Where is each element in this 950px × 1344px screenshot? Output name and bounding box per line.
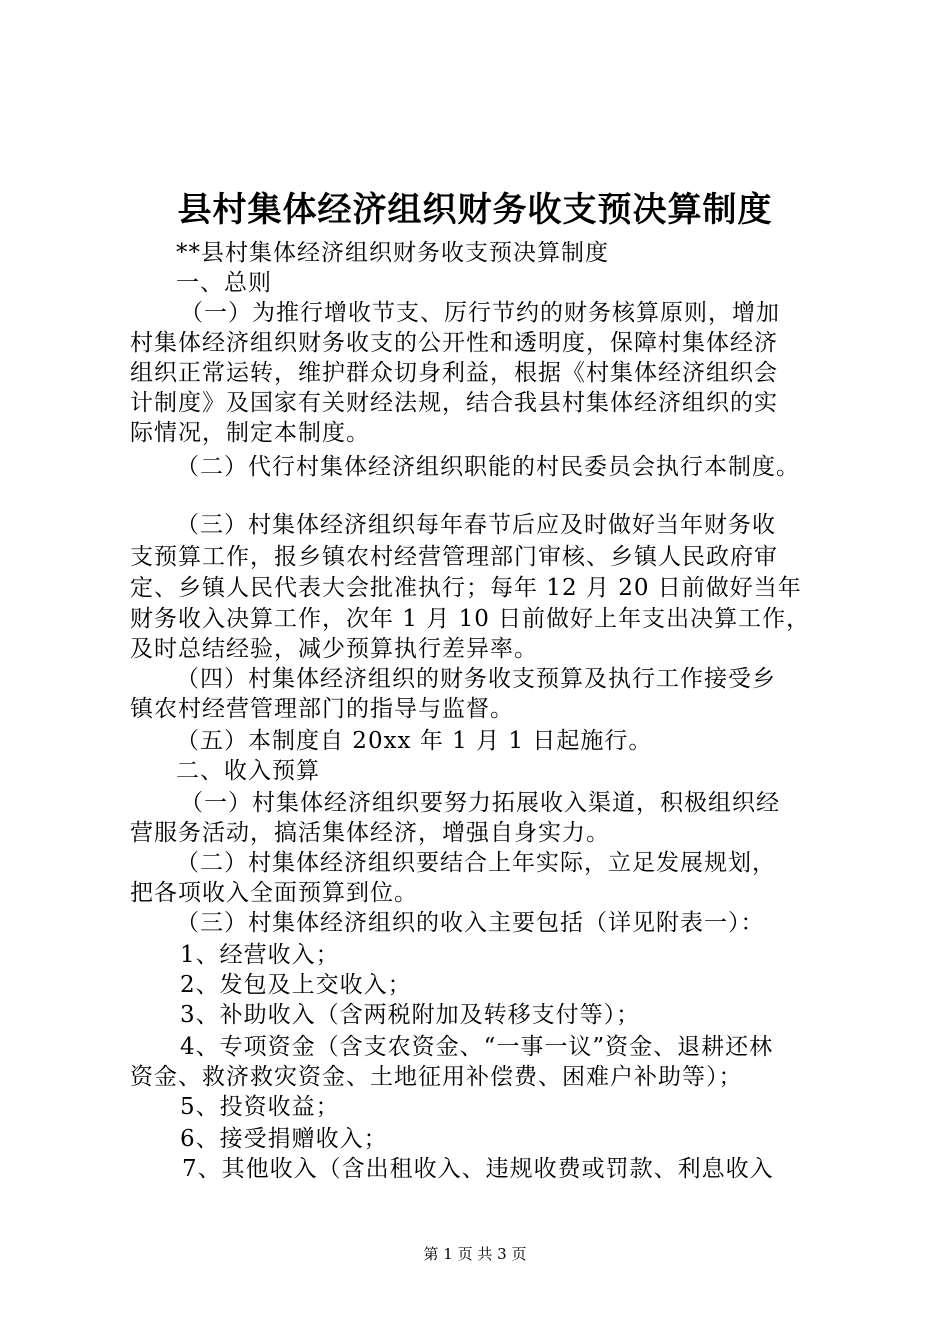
body-line: 资金、救济救灾资金、土地征用补偿费、困难户补助等）； <box>130 1064 743 1090</box>
body-line: 村集体经济组织财务收支的公开性和透明度，保障村集体经济 <box>130 330 778 356</box>
body-line: 6、接受捐赠收入； <box>180 1126 388 1152</box>
body-line: 营服务活动，搞活集体经济，增强自身实力。 <box>130 820 610 846</box>
body-line: 2、发包及上交收入； <box>180 972 412 998</box>
body-line: （二）村集体经济组织要结合上年实际，立足发展规划， <box>176 850 776 876</box>
body-line: **县村集体经济组织财务收支预决算制度 <box>176 240 609 266</box>
body-line: 把各项收入全面预算到位。 <box>130 880 418 906</box>
body-line: 1、经营收入； <box>180 942 340 968</box>
body-line: 支预算工作，报乡镇农村经营管理部门审核、乡镇人民政府审 <box>130 544 778 570</box>
body-line: （四）村集体经济组织的财务收支预算及执行工作接受乡 <box>176 666 776 692</box>
body-line: 及时总结经验，减少预算执行差异率。 <box>130 636 538 662</box>
body-line: （二）代行村集体经济组织职能的村民委员会执行本制度。 <box>176 454 800 480</box>
body-line: 财务收入决算工作，次年 1 月 10 日前做好上年支出决算工作， <box>130 606 811 632</box>
document-title: 县村集体经济组织财务收支预决算制度 <box>177 190 773 230</box>
body-line: （三）村集体经济组织每年春节后应及时做好当年财务收 <box>176 512 776 538</box>
body-line: 际情况，制定本制度。 <box>130 420 370 446</box>
body-line: （一）为推行增收节支、厉行节约的财务核算原则，增加 <box>180 300 780 326</box>
body-line: 定、乡镇人民代表大会批准执行；每年 12 月 20 日前做好当年 <box>130 575 802 601</box>
page-footer: 第 1 页 共 3 页 <box>423 1245 527 1263</box>
body-line: 5、投资收益； <box>180 1094 340 1120</box>
body-line: （三）村集体经济组织的收入主要包括（详见附表一）： <box>176 910 765 936</box>
body-line: 镇农村经营管理部门的指导与监督。 <box>130 696 514 722</box>
body-line: 组织正常运转，维护群众切身利益，根据《村集体经济组织会 <box>130 360 778 386</box>
body-line: 7、其他收入（含出租收入、违规收费或罚款、利息收入 <box>182 1156 774 1182</box>
body-line: 二、收入预算 <box>176 758 320 784</box>
body-line: （一）村集体经济组织要努力拓展收入渠道，积极组织经 <box>180 790 780 816</box>
body-line: 4、专项资金（含支农资金、“一事一议”资金、退耕还林 <box>180 1034 774 1060</box>
body-line: 3、补助收入（含两税附加及转移支付等）； <box>180 1002 641 1028</box>
body-line: 计制度》及国家有关财经法规，结合我县村集体经济组织的实 <box>130 390 778 416</box>
body-line: （五）本制度自 20xx 年 1 月 1 日起施行。 <box>176 728 653 754</box>
body-line: 一、总则 <box>176 270 272 296</box>
